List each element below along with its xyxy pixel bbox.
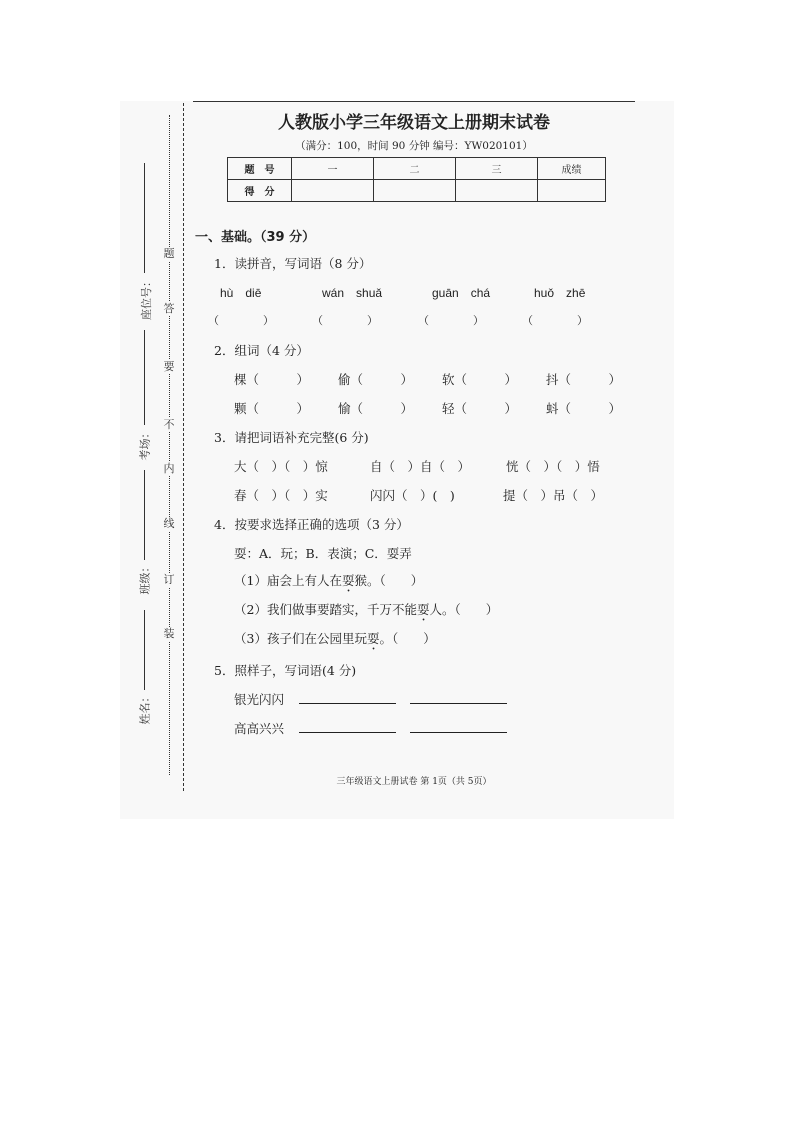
word-group-item[interactable]: 愉（ ） xyxy=(338,401,414,416)
idiom-item[interactable]: 春（ ）（ ）实 xyxy=(234,488,328,503)
binding-char: 内 xyxy=(163,462,175,475)
answer-bracket[interactable]: （ ） xyxy=(208,314,274,327)
exam-room-label: 考场： xyxy=(138,427,152,461)
binding-char: 不 xyxy=(163,418,175,431)
exam-room-line xyxy=(144,330,145,425)
word-group-item[interactable]: 轻（ ） xyxy=(442,401,518,416)
choice-item xyxy=(234,600,498,624)
answer-line[interactable] xyxy=(299,703,396,704)
page-footer: 三年级语文上册试卷 第 1页（共 5页） xyxy=(336,777,492,787)
question-title: 3．请把词语补充完整(6 分) xyxy=(214,430,369,445)
binding-char: 题 xyxy=(163,247,175,260)
choice-text: （1）庙会上有人在 xyxy=(234,573,342,588)
answer-bracket[interactable]: （ ） xyxy=(418,314,484,327)
answer-line[interactable] xyxy=(410,732,507,733)
score-table xyxy=(227,157,606,202)
answer-line[interactable] xyxy=(410,703,507,704)
emphasized-char: 耍 xyxy=(341,573,355,588)
idiom-item[interactable]: 恍（ ）（ ）悟 xyxy=(506,459,600,474)
word-group-item[interactable]: 抖（ ） xyxy=(546,372,622,387)
binding-char: 答 xyxy=(163,302,175,315)
score-table-cell: 二 xyxy=(374,158,456,180)
score-table-cell: 得 分 xyxy=(228,180,292,202)
binding-dashed-line xyxy=(183,103,184,791)
score-table-cell: 成绩 xyxy=(538,158,606,180)
idiom-item[interactable]: 提（ ）吊（ ） xyxy=(503,488,604,503)
answer-line[interactable] xyxy=(299,732,396,733)
example-word: 高高兴兴 xyxy=(234,721,285,736)
score-table-cell: 题 号 xyxy=(228,158,292,180)
seat-number-line xyxy=(144,163,145,273)
score-input-cell[interactable] xyxy=(456,180,538,202)
section-heading: 一、基础。（39 分） xyxy=(195,230,316,245)
class-label: 班级： xyxy=(138,561,152,595)
pinyin-item: guān chá xyxy=(432,286,491,300)
example-word: 银光闪闪 xyxy=(234,692,285,707)
top-rule xyxy=(193,101,635,102)
name-label: 姓名： xyxy=(138,691,152,725)
emphasized-char: 耍 xyxy=(416,602,430,617)
idiom-item[interactable]: 大（ ）（ ）惊 xyxy=(234,459,328,474)
name-line xyxy=(144,610,145,690)
choice-answer[interactable]: 。（ ） xyxy=(379,631,436,646)
binding-char: 线 xyxy=(163,517,175,530)
question-title: 4．按要求选择正确的选项（3 分） xyxy=(214,517,409,532)
exam-subtitle: （满分：100，时间 90 分钟 编号：YW020101） xyxy=(295,140,533,152)
word-group-item[interactable]: 软（ ） xyxy=(442,372,518,387)
pinyin-item: wán shuǎ xyxy=(322,286,383,300)
choice-item xyxy=(234,571,423,595)
score-table-header-row xyxy=(228,158,606,180)
choice-answer[interactable]: 猴。（ ） xyxy=(354,573,424,588)
score-input-cell[interactable] xyxy=(292,180,374,202)
choice-item xyxy=(234,629,436,653)
binding-char: 要 xyxy=(163,360,175,373)
answer-bracket[interactable]: （ ） xyxy=(522,314,588,327)
answer-bracket[interactable]: （ ） xyxy=(312,314,378,327)
idiom-item[interactable]: 自（ ）自（ ） xyxy=(370,459,471,474)
pinyin-item: hù diē xyxy=(220,286,262,300)
score-table-cell: 一 xyxy=(292,158,374,180)
score-table-score-row xyxy=(228,180,606,202)
score-input-cell[interactable] xyxy=(374,180,456,202)
binding-char: 装 xyxy=(163,627,175,640)
pinyin-item: huǒ zhē xyxy=(534,286,586,300)
question-title: 1．读拼音，写词语（8 分） xyxy=(214,256,372,271)
word-group-item[interactable]: 偷（ ） xyxy=(338,372,414,387)
class-line xyxy=(144,470,145,560)
question-title: 5．照样子，写词语(4 分) xyxy=(214,663,357,678)
score-input-cell[interactable] xyxy=(538,180,606,202)
word-group-item[interactable]: 棵（ ） xyxy=(234,372,310,387)
choice-text: （2）我们做事要踏实，千万不能 xyxy=(234,602,417,617)
score-table-cell: 三 xyxy=(456,158,538,180)
choice-answer[interactable]: 人。（ ） xyxy=(429,602,499,617)
binding-dotted-line xyxy=(169,115,170,775)
word-group-item[interactable]: 蚪（ ） xyxy=(546,401,622,416)
choice-text: （3）孩子们在公园里玩 xyxy=(234,631,367,646)
idiom-item[interactable]: 闪闪（ ）( ) xyxy=(370,488,455,503)
word-group-item[interactable]: 颗（ ） xyxy=(234,401,310,416)
exam-title: 人教版小学三年级语文上册期末试卷 xyxy=(278,113,550,133)
binding-char: 订 xyxy=(163,573,175,586)
options-text: 耍：A．玩；B．表演；C．耍弄 xyxy=(234,546,412,561)
emphasized-char: 耍 xyxy=(366,631,380,646)
seat-number-label: 座位号： xyxy=(140,276,153,320)
question-title: 2．组词（4 分） xyxy=(214,343,309,358)
